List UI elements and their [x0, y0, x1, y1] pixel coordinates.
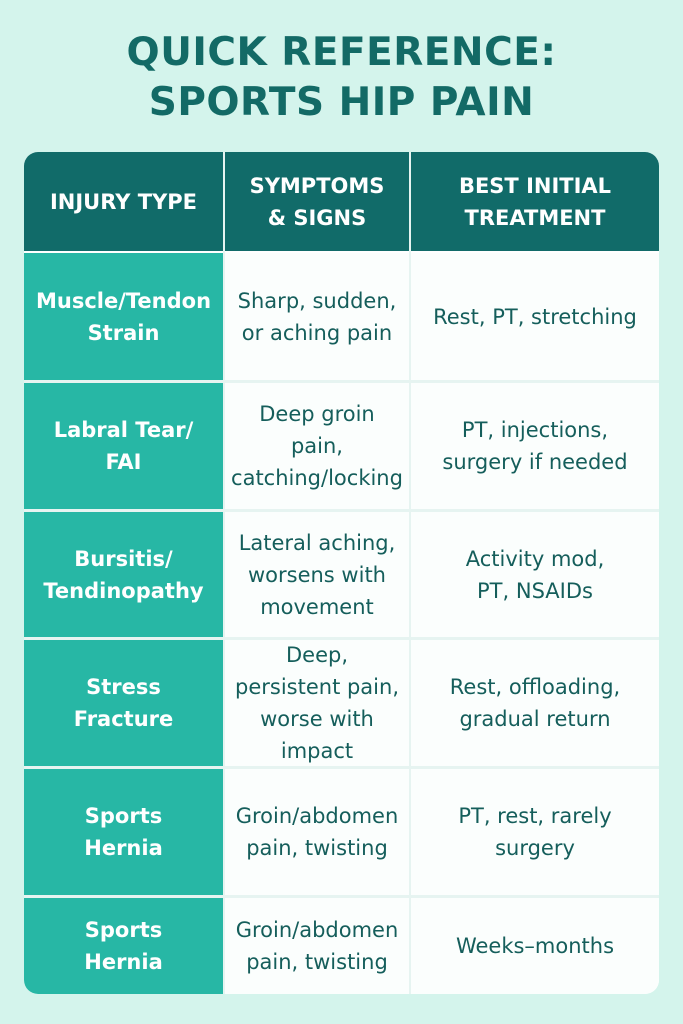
symptoms-cell: Groin/abdomen pain, twisting — [225, 769, 409, 895]
symptoms-cell: Deep groin pain, catching/locking — [225, 383, 409, 509]
table-header-row — [24, 152, 659, 251]
table-row — [24, 769, 659, 895]
column-divider — [223, 152, 225, 994]
treatment-cell: Rest, offloading, gradual return — [411, 640, 659, 766]
symptoms-cell: Groin/abdomen pain, twisting — [225, 898, 409, 994]
reference-table — [24, 152, 659, 994]
table-row — [24, 640, 659, 766]
injury-type-cell: Muscle/Tendon Strain — [24, 253, 223, 380]
injury-type-cell: Sports Hernia — [24, 769, 223, 895]
treatment-cell: PT, injections, surgery if needed — [411, 383, 659, 509]
treatment-cell: PT, rest, rarely surgery — [411, 769, 659, 895]
table-row — [24, 383, 659, 509]
symptoms-cell: Deep, persistent pain, worse with impact — [225, 640, 409, 766]
treatment-cell: Rest, PT, stretching — [411, 253, 659, 380]
injury-type-cell: Sports Hernia — [24, 898, 223, 994]
page-title-line-2: SPORTS HIP PAIN — [148, 80, 535, 125]
page-title-line-1: QUICK REFERENCE: — [126, 30, 557, 75]
table-row — [24, 898, 659, 994]
injury-type-cell: Bursitis/ Tendinopathy — [24, 512, 223, 637]
header-symptoms-signs: SYMPTOMS & SIGNS — [225, 152, 409, 251]
header-injury-type: INJURY TYPE — [24, 152, 223, 251]
injury-type-cell: Stress Fracture — [24, 640, 223, 766]
treatment-cell: Weeks–months — [411, 898, 659, 994]
column-divider — [409, 152, 411, 994]
treatment-cell: Activity mod, PT, NSAIDs — [411, 512, 659, 637]
table-row — [24, 512, 659, 637]
injury-type-cell: Labral Tear/ FAI — [24, 383, 223, 509]
symptoms-cell: Lateral aching, worsens with movement — [225, 512, 409, 637]
header-best-initial-treatment: BEST INITIAL TREATMENT — [411, 152, 659, 251]
table-row — [24, 253, 659, 380]
symptoms-cell: Sharp, sudden, or aching pain — [225, 253, 409, 380]
page-title — [0, 28, 683, 128]
